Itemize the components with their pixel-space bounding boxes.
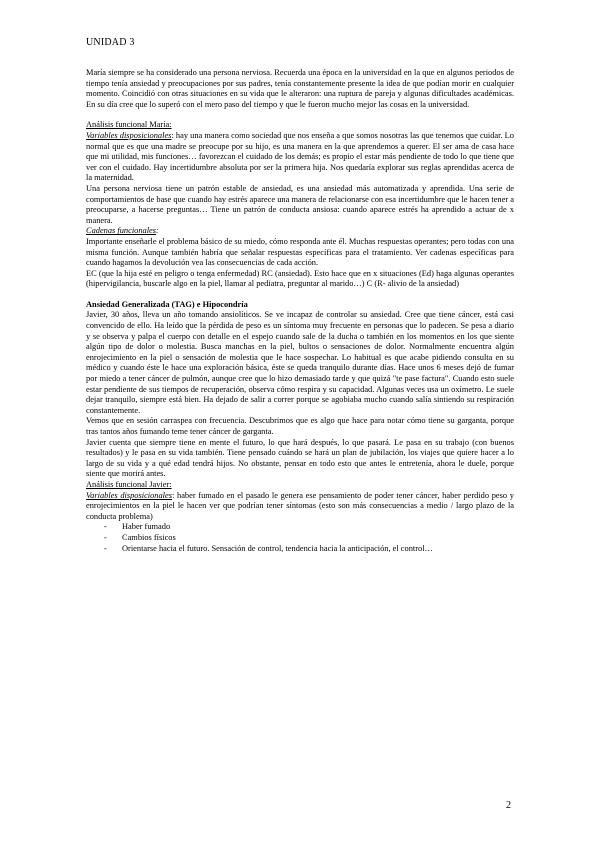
list-item: - Haber fumado	[104, 522, 514, 533]
tag-case-paragraph-1: Javier, 30 años, lleva un año tomando ansiolíticos. Se ve incapaz de controlar su ansiedad. Cree que tiene cáncer, está casi convencido de ello. Ha leído que la pérdida de peso es un síntoma muy frecuente en personas que lo padecen. Se pesa a diario y se observa y palpa el cuerpo con detalle en el espejo cuando sale de la ducha o también en los momentos en los que siente algún tipo de dolor o molestia. Busca manchas en la piel, bultos o sensaciones de dolor. Normalmente encuentra algún enrojecimiento en la piel o sensación de molestia que le hace sospechar. Lo habitual es que acabe pidiendo consulta en su médico y cuando éste le hace una exploración básica, éste se queda tranquilo durante días. Hace unos 6 meses dejó de fumar por miedo a tener cáncer de pulmón, aunque cree que lo hizo demasiado tarde y que quizá "te pase factura". Cuando esto suele estar pendiente de sus tiempos de recuperación, observa cómo respira y su capacidad. Algunas veces usa un oxímetro. Le suele dejar tranquilo, siempre está bien. Ha dejado de salir a correr porque se agobiaba mucho cuando salía sintiendo su respiración constantemente.	[86, 310, 514, 415]
tag-section-heading: Ansiedad Generalizada (TAG) e Hipocondría	[86, 299, 248, 309]
tag-case-paragraph-2: Vemos que en sesión carraspea con frecuencia. Descubrimos que es algo que hace para notar cómo tiene su garganta, porque tras tantos años fumando teme tener cáncer de garganta.	[86, 416, 514, 436]
javier-analysis-heading: Análisis funcional Javier:	[86, 479, 172, 489]
page-number: 2	[506, 800, 511, 811]
page-header: UNIDAD 3	[86, 37, 135, 48]
javier-dispositional-label: Variables disposicionales	[86, 490, 172, 500]
tag-case-paragraph-3: Javier cuenta que siempre tiene en mente el futuro, lo que hará después, lo que pasará. Le pasa en su trabajo (con buenos resultados) y le pasa en su vida también. Tiene pensado cuándo se hará un plan de jubilación, los viajes que quiere hacer a lo largo de su vida y a qué edad tendrá hijos. No obstante, pensar en todo esto que antes le entretenía, ahora le duele, porque siente que morirá antes.	[86, 437, 514, 479]
maria-dispositional-paragraph	[86, 131, 514, 184]
maria-chains-paragraph: Importante enseñarle el problema básico de su miedo, cómo responda ante él. Muchas respuestas operantes; pero todas con una misma función. Aunque también habría que señalar respuestas específicas para el tratamiento. Ver cadenas específicas para cuando hagamos la devolución vea las consecuencias de cada acción.	[86, 236, 514, 268]
javier-dispositional-text: : haber fumado en el pasado le genera ese pensamiento de poder tener cáncer, haber perdido peso y enrojecimientos en la piel le hacen ver que podrían tener síntomas (esto son más consecuencias a medio / largo plazo de la conducta problema)	[86, 490, 514, 521]
maria-dispositional-text: : hay una manera como sociedad que nos enseña a que somos nosotras las que tenemos que cuidar. Lo normal que es que una madre se preocupe por su hijo, es una manera en la que aprendemos a querer. El ser ama de casa hace que mi utilidad, mis funciones… favorezcan el cuidado de los demás; es propio el estar más pendiente de todo lo que tiene que ver con el cuidado. Hay incertidumbre absoluta por ser la primera hija. Nos quedaría explorar sus reglas aprendidas acerca de la maternidad.	[86, 130, 514, 183]
javier-dispositional-paragraph	[86, 491, 514, 523]
intro-paragraph: María siempre se ha considerado una persona nerviosa. Recuerda una época en la universidad en la que en algunos periodos de tiempo tenía ansiedad y preocupaciones por sus padres, tenía constantemente presente la idea de que podían morir en cualquier momento. Coincidió con otras situaciones en su vida que le alteraron: una ruptura de pareja y algunas dificultades académicas. En su día cree que lo superó con el mero paso del tiempo y que le fueron mucho mejor las cosas en la universidad.	[86, 68, 514, 109]
list-item: - Orientarse hacia el futuro. Sensación de control, tendencia hacia la anticipación, el control…	[104, 544, 514, 555]
maria-chains-label: Cadenas funcionales	[86, 226, 157, 236]
maria-analysis-heading: Análisis funcional María:	[86, 120, 172, 130]
maria-dispositional-label: Variables disposicionales	[86, 130, 172, 140]
document-body	[86, 68, 514, 554]
maria-chains-suffix: :	[156, 226, 159, 236]
maria-pattern-paragraph: Una persona nerviosa tiene un patrón estable de ansiedad, es una ansiedad más automatizada y aprendida. Una serie de comportamientos de base que cuando hay estrés aparece una manera de relacionarse con esa incertidumbre que le hacen tener a preocuparse, a hacerse preguntas… Tiene un patrón de conducta ansiosa: cuando aparece estrés ha aprendido a actuar de x manera.	[86, 183, 514, 225]
maria-ec-paragraph: EC (que la hija esté en peligro o tenga enfermedad) RC (ansiedad). Esto hace que en x situaciones (Ed) haga algunas operantes (hipervigilancia, buscarle algo en la piel, llamar al pediatra, preguntar al marido…) C (R- alivio de la ansiedad)	[86, 268, 514, 289]
list-item: - Cambios físicos	[104, 533, 514, 544]
maria-chains-heading	[86, 226, 514, 237]
javier-factor-list	[86, 522, 514, 554]
